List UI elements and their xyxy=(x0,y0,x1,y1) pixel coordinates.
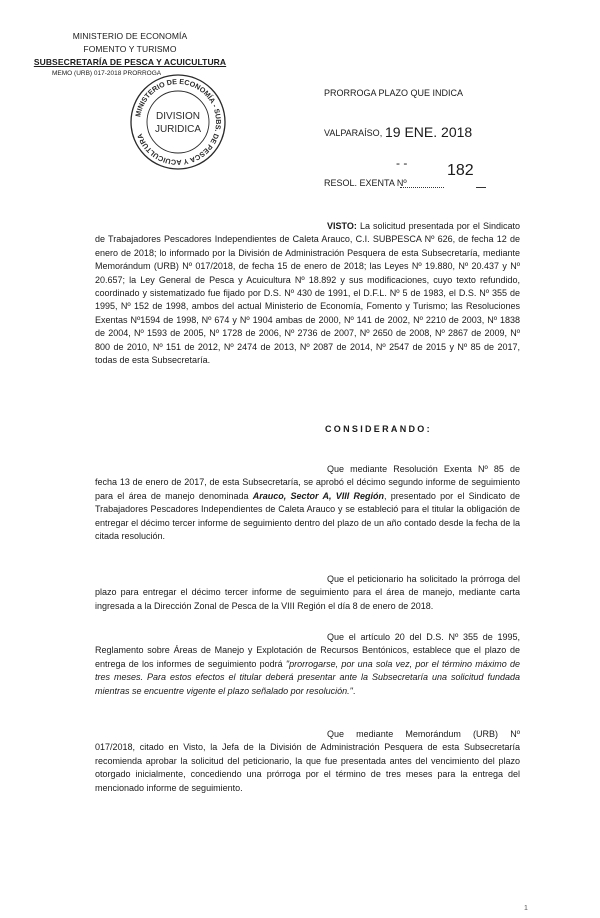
resolution-date: 19 ENE. 2018 xyxy=(385,124,473,140)
resolution-number-tail xyxy=(476,187,486,188)
c2-text: Que el peticionario ha solicitado la prórroga del plazo para entregar el décimo tercer informe de seguimiento para el área de manejo, mediante carta ingresada a la Dirección Zonal de Pesca de la VIII Región el día 8 de enero de 2018. xyxy=(95,574,520,611)
c3-end: . xyxy=(352,685,356,696)
ministry-name: MINISTERIO DE ECONOMÍA xyxy=(72,31,188,41)
c1-text-2: , presentado por el Sindicato de Trabajadores Pescadores Independientes de Caleta Arauco y se estableció para el titular la obligación de entregar el décimo tercer informe de seguimiento dentro del plazo de un año contado desde la fecha de la citada resolución. xyxy=(95,490,520,542)
stamp-line-1: DIVISION xyxy=(156,111,200,122)
considerando-1 xyxy=(95,463,520,543)
c3-quote: "prorrogarse, por una sola vez, por el término máximo de tres meses. Para estos efectos el titular deberá presentar ante la Subsecretaría una solicitud fundada mientras se encuentre vigente el plazo señalado por resolución." xyxy=(95,658,520,696)
visto-label: VISTO: xyxy=(327,221,357,231)
c1-text-1: Que mediante Resolución Exenta Nº 85 de fecha 13 de enero de 2017, de esta Subsecretaría, se aprobó el décimo segundo informe de seguimiento para el área de manejo denominada xyxy=(95,464,520,501)
resolution-number-line xyxy=(400,187,444,188)
subsecretariat-name: SUBSECRETARÍA DE PESCA Y ACUICULTURA xyxy=(33,57,227,67)
visto-paragraph xyxy=(95,220,520,367)
memo-reference: MEMO (URB) 017-2018 PRORROGA xyxy=(52,70,162,77)
c4-text: Que mediante Memorándum (URB) Nº 017/2018, citado en Visto, la Jefa de la División de Administración Pesquera de esta Subsecretaría recomienda aprobar la solicitud del peticionario, la que fue presentada antes del vencimiento del plazo otorgado inicialmente, concediendo una prórroga por el término de tres meses para la entrega del mencionado informe de seguimiento. xyxy=(95,729,520,793)
place-label: VALPARAÍSO, xyxy=(324,128,383,138)
department-name: FOMENTO Y TURISMO xyxy=(83,44,177,54)
considerando-3 xyxy=(95,631,520,698)
c3-text-1: Que el artículo 20 del D.S. Nº 355 de 1995, Reglamento sobre Áreas de Manejo y Explotación de Recursos Bentónicos, establece que el plazo de entrega de los informes de seguimiento podrá xyxy=(95,632,520,669)
stamp-ring-text: MINISTERIO DE ECONOMÍA - SUBS. DE PESCA Y ACUICULTURA xyxy=(133,76,224,168)
considerando-4 xyxy=(95,728,520,795)
resolution-subject: PRORROGA PLAZO QUE INDICA xyxy=(324,88,464,98)
c1-area-name: Arauco, Sector A, VIII Región xyxy=(252,490,385,501)
visto-text: La solicitud presentada por el Sindicato de Trabajadores Pescadores Independientes de Caleta Arauco, C.I. SUBPESCA Nº 626, de fecha 12 de enero de 2018; lo informado por la División de Administración Pesquera de esta Subsecretaría, mediante Memorándum (URB) Nº 017/2018, de fecha 15 de enero de 2018; las Leyes Nº 19.880, Nº 20.437 y Nº 20.657; la Ley General de Pesca y Acuicultura Nº 18.892 y sus modificaciones, cuyo texto refundido, coordinado y sistematizado fue fijado por D.S. Nº 430 de 1991, el D.F.L. Nº 5 de 1983, el D.S. Nº 355 de 1995, Nº 152 de 1998, ambos del actual Ministerio de Economía, Fomento y Turismo; las Resoluciones Exentas Nº1594 de 1998, Nº 674 y Nº 1904 ambas de 2000, Nº 141 de 2002, Nº 2210 de 2003, Nº 1838 de 2004, Nº 1593 de 2005, Nº 1728 de 2006, Nº 2736 de 2007, Nº 2650 de 2008, Nº 2867 de 2009, Nº 800 de 2010, Nº 151 de 2012, Nº 2474 de 2013, Nº 2087 de 2014, Nº 2547 de 2015 y Nº 85 de 2017, todas de esta Subsecretaría. xyxy=(95,221,520,366)
resolution-number-label: RESOL. EXENTA Nº xyxy=(324,178,407,188)
juridica-stamp xyxy=(128,72,228,172)
considerando-2 xyxy=(95,573,520,613)
resolution-number: 182 xyxy=(447,162,474,179)
page-number: 1 xyxy=(524,905,528,912)
number-dashes: - - xyxy=(396,156,408,170)
stamp-line-2: JURIDICA xyxy=(154,124,202,135)
considerando-heading: CONSIDERANDO: xyxy=(325,424,432,434)
